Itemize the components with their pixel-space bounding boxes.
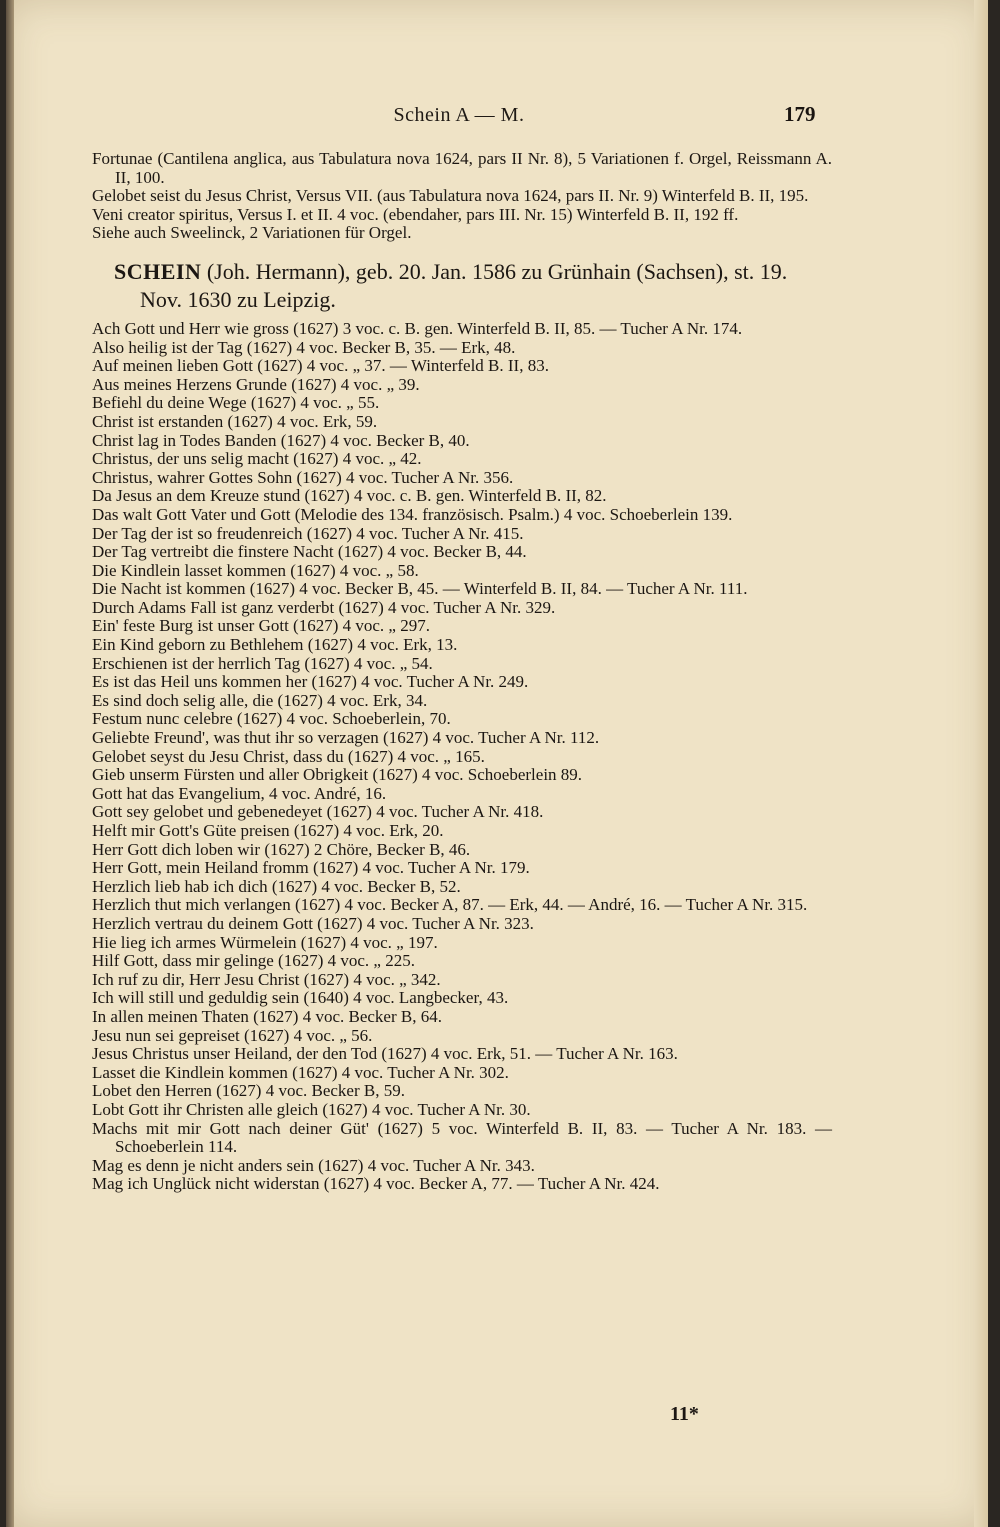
- list-item: Gelobet seist du Jesus Christ, Versus VII. (aus Tabulatura nova 1624, pars II. Nr. 9) Winterfeld B. II, 195.: [92, 186, 809, 206]
- list-item: Erschienen ist der herrlich Tag (1627) 4 voc. „ 54.: [92, 653, 433, 673]
- list-item: Christus, der uns selig macht (1627) 4 voc. „ 42.: [92, 449, 422, 469]
- list-item: Der Tag vertreibt die finstere Nacht (1627) 4 voc. Becker B, 44.: [92, 542, 527, 562]
- list-item: Fortunae (Cantilena anglica, aus Tabulatura nova 1624, pars II Nr. 8), 5 Variationen f. Orgel, Reissmann A. II, 100.: [92, 149, 832, 187]
- list-item: Lobt Gott ihr Christen alle gleich (1627) 4 voc. Tucher A Nr. 30.: [92, 1099, 531, 1119]
- page-number: 179: [784, 102, 816, 126]
- list-item: Befiehl du deine Wege (1627) 4 voc. „ 55.: [92, 393, 380, 413]
- list-item: Herzlich vertrau du deinem Gott (1627) 4 voc. Tucher A Nr. 323.: [92, 913, 534, 933]
- list-item: Der Tag der ist so freudenreich (1627) 4 voc. Tucher A Nr. 415.: [92, 523, 524, 543]
- list-item: Mag ich Unglück nicht widerstan (1627) 4 voc. Becker A, 77. — Tucher A Nr. 424.: [92, 1174, 660, 1194]
- list-item: Herzlich thut mich verlangen (1627) 4 voc. Becker A, 87. — Erk, 44. — André, 16. — Tucher A Nr. 315.: [92, 895, 808, 915]
- list-item: Gelobet seyst du Jesu Christ, dass du (1627) 4 voc. „ 165.: [92, 746, 485, 766]
- book-page: [6, 0, 988, 1527]
- list-item: Geliebte Freund', was thut ihr so verzagen (1627) 4 voc. Tucher A Nr. 112.: [92, 728, 600, 748]
- list-item: Herzlich lieb hab ich dich (1627) 4 voc. Becker B, 52.: [92, 876, 461, 896]
- list-item: Ein' feste Burg ist unser Gott (1627) 4 voc. „ 297.: [92, 616, 430, 636]
- section-bio: (Joh. Hermann), geb. 20. Jan. 1586 zu Grünhain (Sachsen), st. 19. Nov. 1630 zu Leipzig.: [140, 258, 788, 312]
- list-item: Ach Gott und Herr wie gross (1627) 3 voc. c. B. gen. Winterfeld B. II, 85. — Tucher A Nr. 174.: [92, 318, 743, 338]
- page-header: [6, 104, 988, 134]
- list-item: Ich ruf zu dir, Herr Jesu Christ (1627) 4 voc. „ 342.: [92, 969, 441, 989]
- section-name: SCHEIN: [114, 258, 202, 284]
- list-item: Es ist das Heil uns kommen her (1627) 4 voc. Tucher A Nr. 249.: [92, 672, 529, 692]
- list-item: Durch Adams Fall ist ganz verderbt (1627) 4 voc. Tucher A Nr. 329.: [92, 597, 556, 617]
- list-item: Die Nacht ist kommen (1627) 4 voc. Becker B, 45. — Winterfeld B. II, 84. — Tucher A Nr. 111.: [92, 579, 748, 599]
- list-item: Festum nunc celebre (1627) 4 voc. Schoeberlein, 70.: [92, 709, 451, 729]
- book-spine: [6, 0, 14, 1527]
- running-head: Schein A — M.: [393, 104, 525, 126]
- list-item: Ein Kind geborn zu Bethlehem (1627) 4 voc. Erk, 13.: [92, 635, 458, 655]
- list-item: Hie lieg ich armes Würmelein (1627) 4 voc. „ 197.: [92, 932, 438, 952]
- list-item: Ich will still und geduldig sein (1640) 4 voc. Langbecker, 43.: [92, 988, 509, 1008]
- list-item: Es sind doch selig alle, die (1627) 4 voc. Erk, 34.: [92, 690, 428, 710]
- list-item: Gieb unserm Fürsten und aller Obrigkeit (1627) 4 voc. Schoeberlein 89.: [92, 765, 583, 785]
- list-item: Hilf Gott, dass mir gelinge (1627) 4 voc. „ 225.: [92, 951, 415, 971]
- list-item: Herr Gott dich loben wir (1627) 2 Chöre, Becker B, 46.: [92, 839, 471, 859]
- list-item: In allen meinen Thaten (1627) 4 voc. Becker B, 64.: [92, 1006, 442, 1026]
- list-item: Helft mir Gott's Güte preisen (1627) 4 voc. Erk, 20.: [92, 821, 444, 840]
- list-item: Machs mit mir Gott nach deiner Güt' (1627) 5 voc. Winterfeld B. II, 83. — Tucher A Nr. 183. — Schoeberlein 114.: [92, 1118, 832, 1157]
- list-item: Auf meinen lieben Gott (1627) 4 voc. „ 37. — Winterfeld B. II, 83.: [92, 356, 549, 376]
- previous-entries: [92, 150, 832, 243]
- list-item: Aus meines Herzens Grunde (1627) 4 voc. „ 39.: [92, 374, 420, 394]
- list-item: Veni creator spiritus, Versus I. et II. 4 voc. (ebendaher, pars III. Nr. 15) Winterfeld B. II, 192 ff.: [92, 204, 739, 224]
- list-item: Da Jesus an dem Kreuze stund (1627) 4 voc. c. B. gen. Winterfeld B. II, 82.: [92, 486, 607, 506]
- list-item: Christ ist erstanden (1627) 4 voc. Erk, 59.: [92, 411, 378, 431]
- signature-mark: 11*: [670, 1403, 699, 1425]
- list-item: Siehe auch Sweelinck, 2 Variationen für Orgel.: [92, 223, 412, 243]
- page-edge: [974, 0, 988, 1527]
- list-item: Das walt Gott Vater und Gott (Melodie des 134. französisch. Psalm.) 4 voc. Schoeberlein 139.: [92, 504, 733, 524]
- list-item: Gott hat das Evangelium, 4 voc. André, 16.: [92, 783, 387, 803]
- list-item: Also heilig ist der Tag (1627) 4 voc. Becker B, 35. — Erk, 48.: [92, 337, 516, 357]
- list-item: Die Kindlein lasset kommen (1627) 4 voc. „ 58.: [92, 560, 419, 580]
- entries-list: [92, 320, 832, 1194]
- list-item: Herr Gott, mein Heiland fromm (1627) 4 voc. Tucher A Nr. 179.: [92, 858, 530, 878]
- list-item: Christ lag in Todes Banden (1627) 4 voc. Becker B, 40.: [92, 430, 470, 450]
- list-item: Jesu nun sei gepreiset (1627) 4 voc. „ 56.: [92, 1025, 373, 1045]
- list-item: Christus, wahrer Gottes Sohn (1627) 4 voc. Tucher A Nr. 356.: [92, 467, 514, 487]
- list-item: Lasset die Kindlein kommen (1627) 4 voc. Tucher A Nr. 302.: [92, 1062, 509, 1082]
- list-item: Mag es denn je nicht anders sein (1627) 4 voc. Tucher A Nr. 343.: [92, 1155, 535, 1175]
- list-item: Gott sey gelobet und gebenedeyet (1627) 4 voc. Tucher A Nr. 418.: [92, 802, 544, 822]
- list-item: Lobet den Herren (1627) 4 voc. Becker B, 59.: [92, 1081, 405, 1101]
- section-heading: [92, 258, 832, 314]
- page-body: [92, 150, 832, 1194]
- list-item: Jesus Christus unser Heiland, der den Tod (1627) 4 voc. Erk, 51. — Tucher A Nr. 163.: [92, 1044, 678, 1064]
